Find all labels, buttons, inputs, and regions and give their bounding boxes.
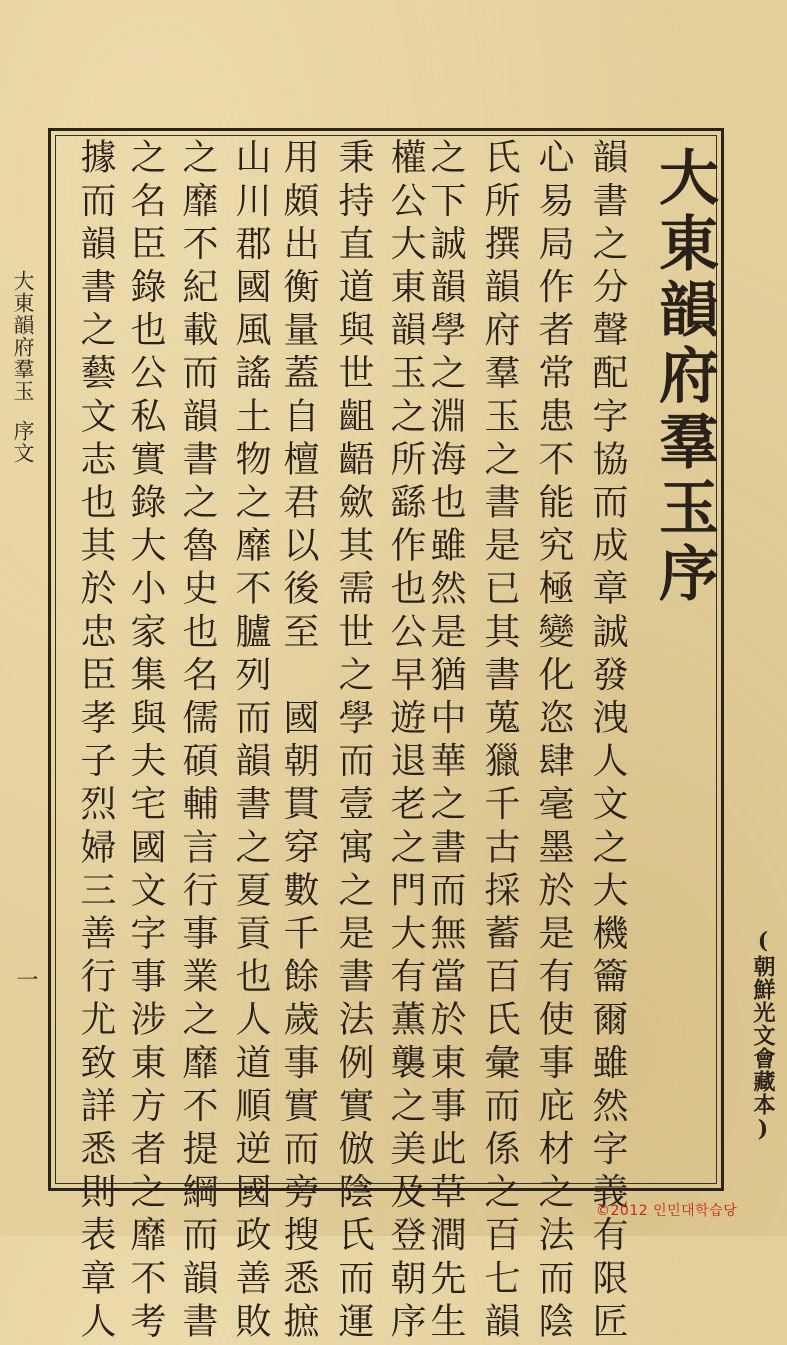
book-margin-section: 序文 bbox=[11, 420, 35, 464]
book-margin-title: 大東韻府羣玉 bbox=[11, 270, 35, 402]
watermark: ©2012 인민대학습당 bbox=[596, 1203, 738, 1219]
body-column: 之名臣錄也公私實錄大小家集與夫宅國文字事涉東方者之靡不考 bbox=[125, 138, 166, 1345]
body-column: 心易局作者常患不能究極變化恣肆毫墨於是有使事庇材之法而陰 bbox=[533, 138, 574, 1345]
page-number: 一 bbox=[13, 968, 38, 990]
body-column: 氏所撰韻府羣玉之書是已其書蒐獵千古採蓄百氏彙而係之百七韻 bbox=[479, 138, 520, 1345]
body-column: 用頗出衡量蓋自檀君以後至 國朝貫穿數千餘歲事實而旁搜悉摭 bbox=[278, 138, 319, 1345]
body-column: 之下誠韻學之淵海也雖然是猶中華之書而無當於東事此草澗先生 bbox=[425, 138, 466, 1345]
body-column: 韻書之分聲配字協而成章誠發洩人文之大機籥爾雖然字義有限匠 bbox=[587, 138, 628, 1345]
body-column: 之靡不紀載而韻書之魯史也名儒碩輔言行事業之靡不提綱而韻書 bbox=[177, 138, 218, 1345]
body-column: 山川郡國風謠土物之靡不臚列而韻書之夏貢也人道順逆國政善敗 bbox=[230, 138, 271, 1345]
body-column: 權公大東韻玉之所繇作也公早遊退老之門大有薫襲之美及登朝序 bbox=[385, 138, 426, 1345]
body-column: 據而韻書之藝文志也其於忠臣孝子烈婦三善行尤致詳悉則表章人 bbox=[75, 138, 116, 1345]
preface-title: 大東韻府羣玉序 bbox=[649, 146, 719, 608]
body-column: 秉持直道與世齟齬歛其需世之學而壹寓之是書法例實倣陰氏而運 bbox=[333, 138, 374, 1345]
collection-label: (朝鮮光文會藏本) bbox=[750, 928, 776, 1143]
